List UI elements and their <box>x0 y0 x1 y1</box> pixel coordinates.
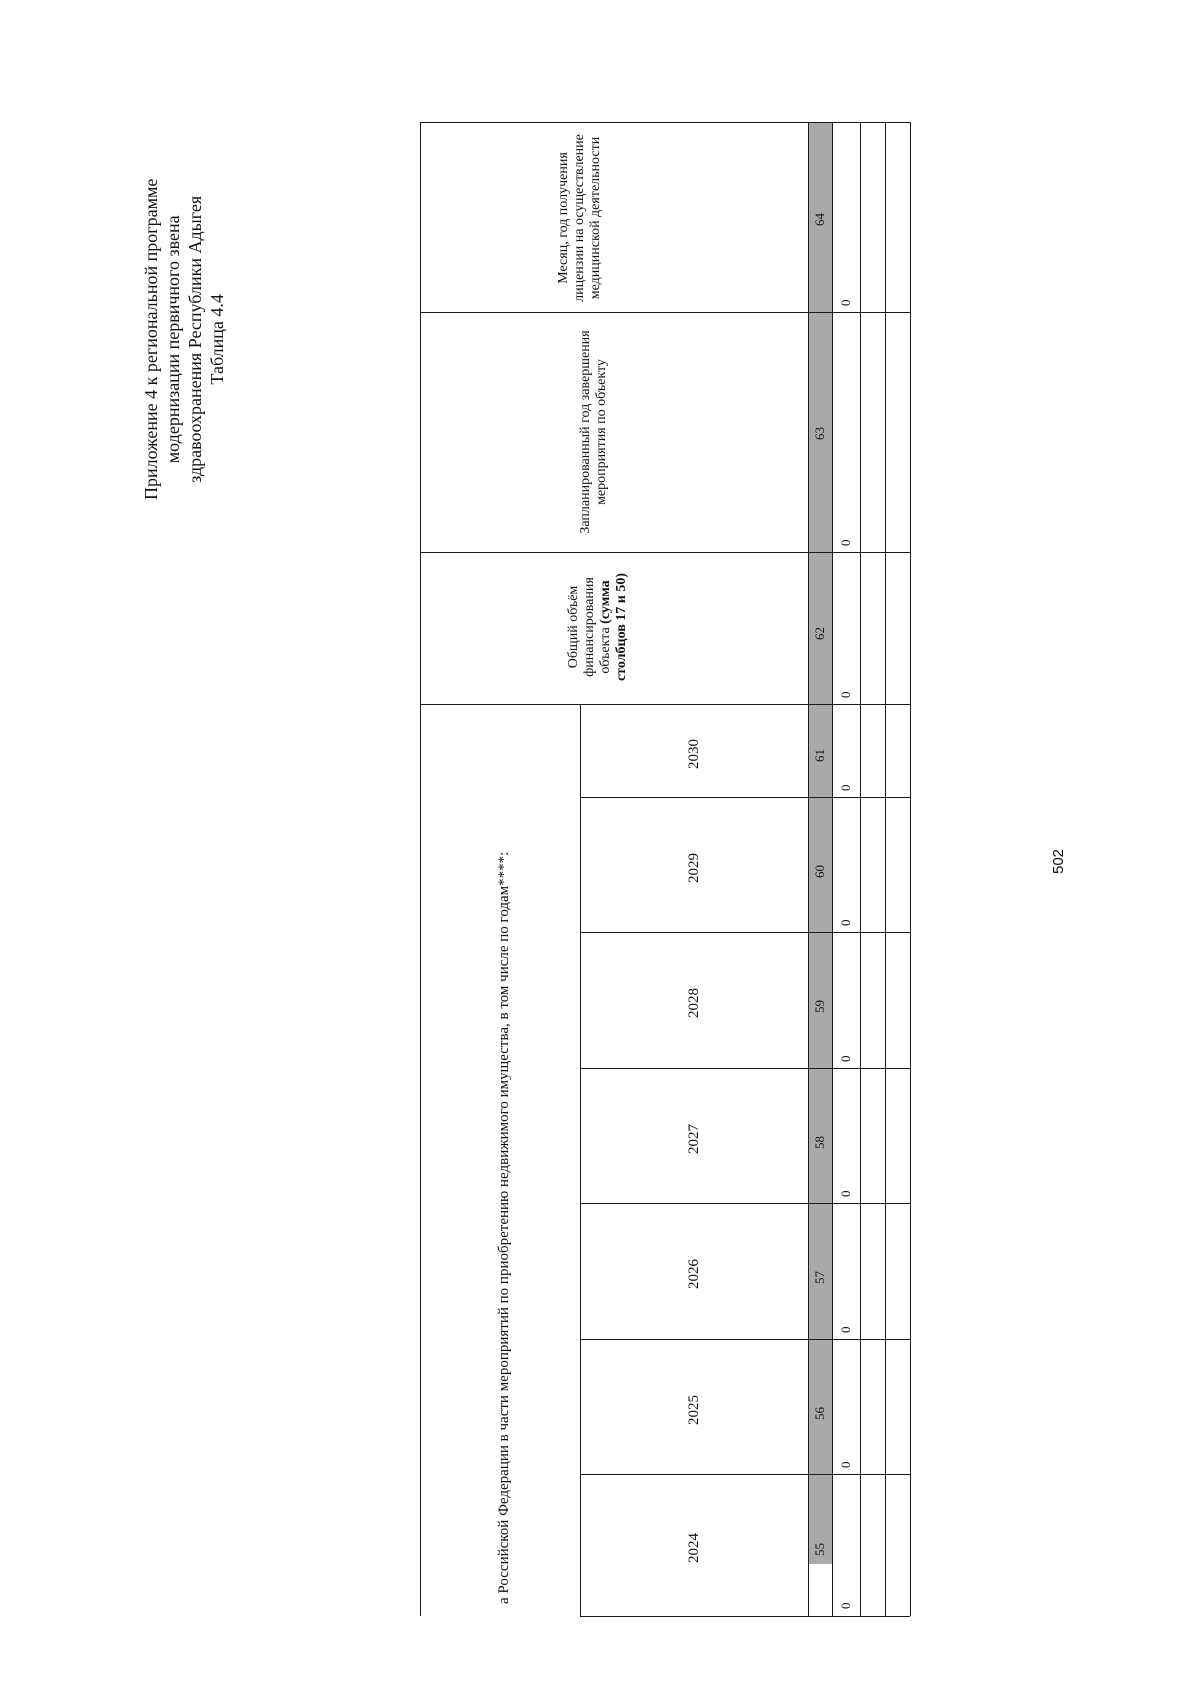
year-header-2024: 2024 <box>686 1533 702 1563</box>
total-financing-header <box>566 557 630 697</box>
cell-value: 0 <box>838 299 853 306</box>
table-rule <box>580 1474 910 1475</box>
group-caption: а Российской Федерации в части мероприятий по приобретению недвижимого имущества, в том числе по годам****: <box>496 851 512 1604</box>
table-rule <box>580 704 581 1616</box>
planned-year-header: Запланированный год завершения мероприятия по объекту <box>578 330 609 534</box>
year-header-2027: 2027 <box>686 1124 702 1154</box>
column-number: 59 <box>812 1000 827 1013</box>
table-rule <box>420 312 910 313</box>
table-rule <box>420 704 910 705</box>
column-number: 58 <box>812 1136 827 1149</box>
table-number: Таблица 4.4 <box>207 294 227 385</box>
cell-value: 0 <box>838 919 853 926</box>
column-number: 61 <box>812 749 827 762</box>
column-number: 62 <box>812 627 827 640</box>
page-number: 502 <box>1050 848 1067 874</box>
column-number: 55 <box>812 1543 827 1556</box>
appendix-line-1: Приложение 4 к региональной программе <box>141 178 161 500</box>
column-number: 64 <box>812 213 827 226</box>
table-rule <box>910 122 911 1616</box>
year-header-2030: 2030 <box>686 739 702 769</box>
cell-value: 0 <box>838 539 853 546</box>
table-rule <box>580 797 910 798</box>
cell-value: 0 <box>838 784 853 791</box>
column-number-band <box>808 122 832 1564</box>
year-header-2025: 2025 <box>686 1395 702 1425</box>
cell-value: 0 <box>838 1055 853 1062</box>
table-rule <box>580 1339 910 1340</box>
year-header-2029: 2029 <box>686 853 702 883</box>
license-header: Месяц, год получения лицензии на осуществление медицинской деятельности <box>556 134 603 302</box>
table-rule <box>580 1616 910 1617</box>
total-financing-formula: (сумма столбцов 17 и 50) <box>598 572 629 682</box>
column-number: 63 <box>812 427 827 440</box>
table-rule <box>860 122 861 1616</box>
table-rule <box>420 552 910 553</box>
table-rule <box>580 932 910 933</box>
cell-value: 0 <box>838 1602 853 1609</box>
cell-value: 0 <box>838 1190 853 1197</box>
table-rule <box>580 1203 910 1204</box>
table-rule <box>832 122 833 1616</box>
total-financing-label: Общий объём финансирования объекта <box>566 577 613 677</box>
table-rule <box>420 122 910 123</box>
column-number: 57 <box>812 1271 827 1284</box>
year-header-2026: 2026 <box>686 1259 702 1289</box>
cell-value: 0 <box>838 691 853 698</box>
appendix-line-3: здравоохранения Республики Адыгея <box>185 195 205 483</box>
year-header-2028: 2028 <box>686 988 702 1018</box>
column-number: 56 <box>812 1407 827 1420</box>
cell-value: 0 <box>838 1461 853 1468</box>
table-rule <box>420 122 421 1616</box>
table-rule <box>885 122 886 1616</box>
appendix-line-2: модернизации первичного звена <box>163 215 183 464</box>
cell-value: 0 <box>838 1326 853 1333</box>
column-number: 60 <box>812 865 827 878</box>
appendix-heading <box>140 179 228 500</box>
table-rule <box>580 1068 910 1069</box>
table-rule <box>808 122 809 1616</box>
